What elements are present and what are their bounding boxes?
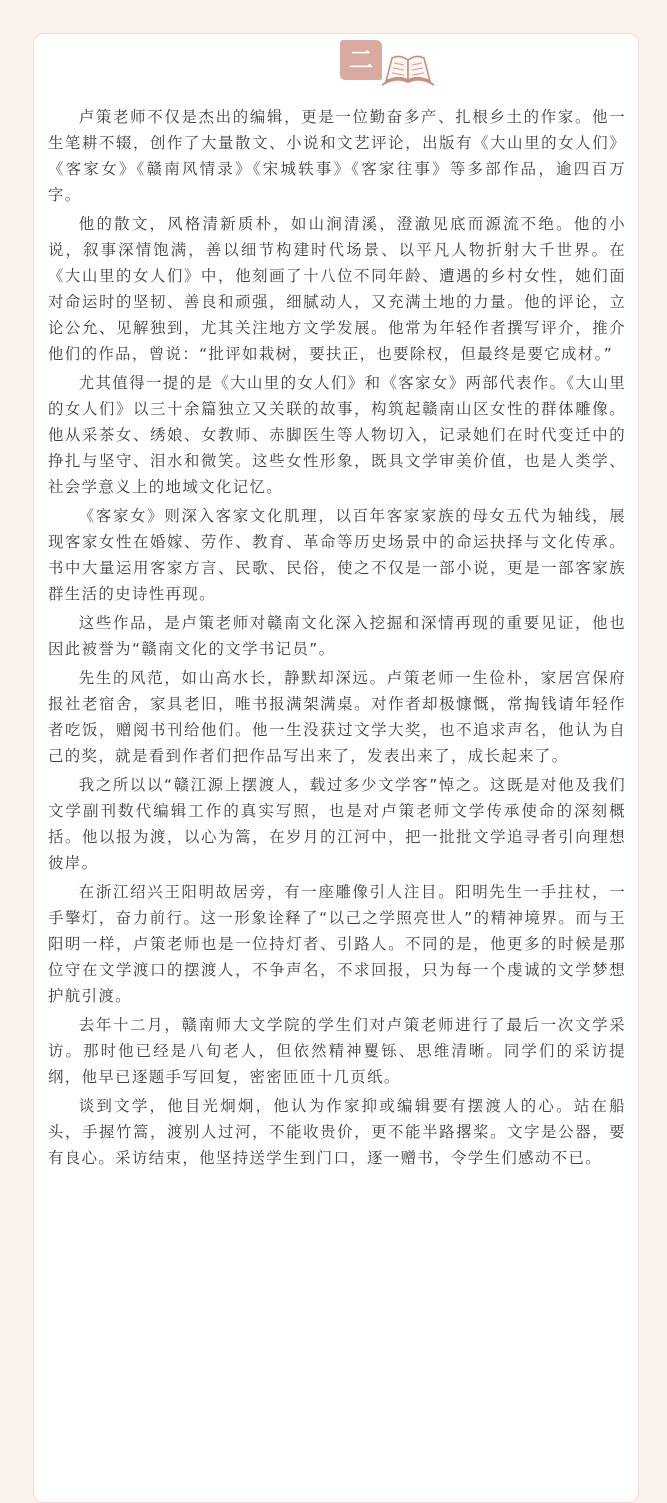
paragraph: 去年十二月，赣南师大文学院的学生们对卢策老师进行了最后一次文学采访。那时他已经是八旬老人，但依然精神矍铄、思维清晰。同学们的采访提纲，他早已逐题手写回复，密密匝匝十几页纸。 — [48, 1016, 626, 1086]
paragraph: 尤其值得一提的是《大山里的女人们》和《客家女》两部代表作。《大山里的女人们》以三十余篇独立又关联的故事，构筑起赣南山区女性的群体雕像。他从采茶女、绣娘、女教师、赤脚医生等人物切入，记录她们在时代变迁中的挣扎与坚守、泪水和微笑。这些女性形象，既具文学审美价值，也是人类学、社会学意义上的地域文化记忆。 — [48, 374, 626, 496]
section-header — [336, 36, 446, 92]
paragraph: 这些作品，是卢策老师对赣南文化深入挖掘和深情再现的重要见证，他也因此被誉为“赣南文化的文学书记员”。 — [48, 614, 626, 658]
paragraph: 卢策老师不仅是杰出的编辑，更是一位勤奋多产、扎根乡土的作家。他一生笔耕不辍，创作了大量散文、小说和文艺评论，出版有《大山里的女人们》《客家女》《赣南风情录》《宋城轶事》《客家往事》等多部作品，逾四百万字。 — [48, 108, 626, 204]
paragraph: 谈到文学，他目光炯炯，他认为作家抑或编辑要有摆渡人的心。站在船头，手握竹篙，渡别人过河，不能收贵价，更不能半路撂桨。文字是公器，要有良心。采访结束，他坚持送学生到门口，逐一赠书，令学生们感动不已。 — [48, 1097, 626, 1167]
section-number-badge — [340, 40, 382, 80]
paragraph: 他的散文，风格清新质朴，如山涧清溪，澄澈见底而源流不绝。他的小说，叙事深情饱满，善以细节构建时代场景、以平凡人物折射大千世界。在《大山里的女人们》中，他刻画了十八位不同年龄、遭遇的乡村女性，她们面对命运时的坚韧、善良和顽强，细腻动人，又充满土地的力量。他的评论，立论公允、见解独到，尤其关注地方文学发展。他常为年轻作者撰写评介，推介他们的作品，曾说：“批评如栽树，要扶正，也要除杈，但最终是要它成材。” — [48, 215, 626, 363]
article-card — [33, 33, 639, 1503]
paragraph: 我之所以以“赣江源上摆渡人，载过多少文学客”悼之。这既是对他及我们文学副刊数代编辑工作的真实写照，也是对卢策老师文学传承使命的深刻概括。他以报为渡，以心为篙，在岁月的江河中，把一批批文学追寻者引向理想彼岸。 — [48, 776, 626, 872]
paragraph: 先生的风范，如山高水长，静默却深远。卢策老师一生俭朴，家居宫保府报社老宿舍，家具老旧，唯书报满架满桌。对作者却极慷慨，常掏钱请年轻作者吃饭，赠阅书刊给他们。他一生没获过文学大奖，也不追求声名，他认为自己的奖，就是看到作者们把作品写出来了，发表出来了，成长起来了。 — [48, 669, 626, 765]
paragraph: 在浙江绍兴王阳明故居旁，有一座雕像引人注目。阳明先生一手拄杖，一手擎灯，奋力前行。这一形象诠释了“以己之学照亮世人”的精神境界。而与王阳明一样，卢策老师也是一位持灯者、引路人。不同的是，他更多的时候是那位守在文学渡口的摆渡人，不争声名，不求回报，只为每一个虔诚的文学梦想护航引渡。 — [48, 883, 626, 1005]
article-body — [48, 104, 626, 1171]
paragraph: 《客家女》则深入客家文化肌理，以百年客家家族的母女五代为轴线，展现客家女性在婚嫁、劳作、教育、革命等历史场景中的命运抉择与文化传承。书中大量运用客家方言、民歌、民俗，使之不仅是一部小说，更是一部客家族群生活的史诗性再现。 — [48, 507, 626, 603]
section-number: 二 — [349, 46, 373, 74]
open-book-icon — [378, 50, 438, 90]
